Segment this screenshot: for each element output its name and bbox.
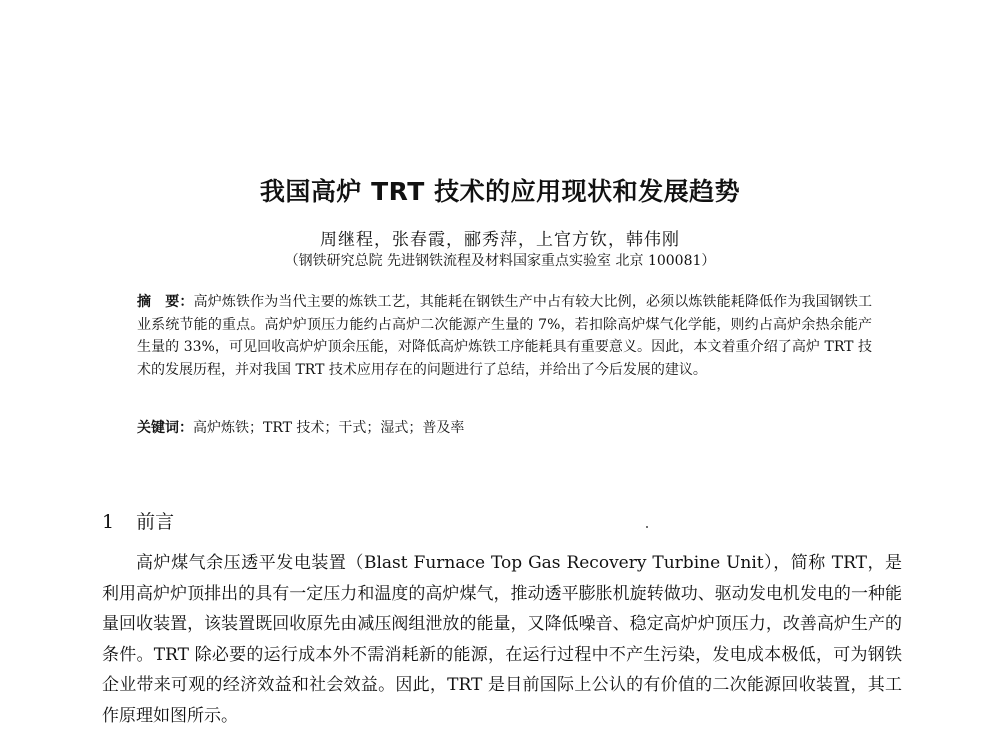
author-list: 周继程，张春霞，郦秀萍，上官方钦，韩伟刚 [320, 230, 680, 250]
intro-paragraph: 高炉煤气余压透平发电装置（Blast Furnace Top Gas Recovery Turbine Unit），简称 TRT，是利用高炉炉顶排出的具有一定压力和温度的高炉煤气，推动透平膨胀机旋转做功、驱动发电机发电的一种能量回收装置，该装置既回收原先由减压阀组泄放的能量，又降低噪音、稳定高炉炉顶压力，改善高炉生产的条件。TRT 除必要的运行成本外不需消耗新的能源，在运行过程中不产生污染，发电成本极低，可为钢铁企业带来可观的经济效益和社会效益。因此，TRT 是目前国际上公认的有价值的二次能源回收装置，其工作原理如图所示。 [102, 553, 902, 726]
keywords [137, 417, 872, 437]
section-heading [102, 507, 174, 534]
section-title: 前言 [136, 511, 175, 533]
abstract-label: 摘 要： [137, 294, 194, 310]
keywords-label: 关键词： [137, 420, 193, 436]
paper-title: 我国高炉 TRT 技术的应用现状和发展趋势 [259, 177, 741, 206]
abstract [137, 291, 872, 381]
scan-speck [646, 526, 648, 528]
affiliation: （钢铁研究总院 先进钢铁流程及材料国家重点实验室 北京 100081） [284, 253, 716, 269]
section-number: 1 [102, 511, 115, 533]
keywords-text: 高炉炼铁；TRT 技术；干式；湿式；普及率 [193, 420, 465, 436]
abstract-text: 高炉炼铁作为当代主要的炼铁工艺，其能耗在钢铁生产中占有较大比例，必须以炼铁能耗降低作为我国钢铁工业系统节能的重点。高炉炉顶压力能约占高炉二次能源产生量的 7%，若扣除高炉煤气化学能，则约占高炉余热余能产生量的 33%，可见回收高炉炉顶余压能，对降低高炉炼铁工序能耗具有重要意义。因此，本文着重介绍了高炉 TRT 技术的发展历程，并对我国 TRT 技术应用存在的问题进行了总结，并给出了今后发展的建议。 [137, 294, 873, 378]
